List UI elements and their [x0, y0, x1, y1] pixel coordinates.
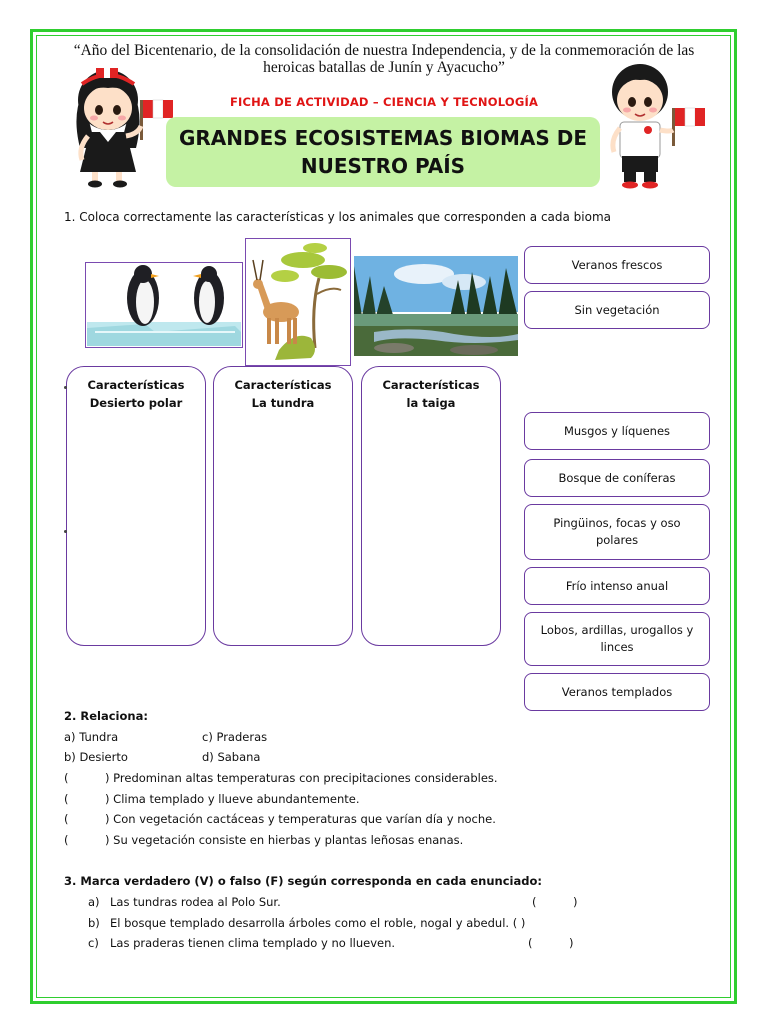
relate-item: ( ) Con vegetación cactáceas y temperaturas que varían día y noche. — [64, 812, 496, 826]
girl-with-flag-illustration — [52, 56, 180, 188]
tf-item-text: Las tundras rodea al Polo Sur. — [110, 895, 281, 909]
option-card[interactable]: Pingüinos, focas y oso polares — [524, 504, 710, 560]
characteristics-box-tundra[interactable] — [213, 366, 353, 646]
option-card[interactable]: Bosque de coníferas — [524, 459, 710, 497]
question-3-heading: 3. Marca verdadero (V) o falso (F) según corresponda en cada enunciado: — [64, 874, 542, 888]
relate-item: ( ) Clima templado y llueve abundantemente. — [64, 792, 360, 806]
option-card[interactable]: Frío intenso anual — [524, 567, 710, 605]
characteristics-box-polar-desert[interactable] — [66, 366, 206, 646]
box-heading: Características — [382, 378, 480, 392]
page-title: GRANDES ECOSISTEMAS BIOMAS DE NUESTRO PAÍS — [178, 126, 587, 178]
option-card[interactable]: Lobos, ardillas, urogallos y linces — [524, 612, 710, 666]
box-heading: Características — [234, 378, 332, 392]
tf-item-letter: c) — [88, 936, 99, 950]
title-banner — [166, 117, 600, 187]
tf-item-letter: a) — [88, 895, 100, 909]
deer-tree-image — [245, 238, 351, 366]
option-card[interactable]: Musgos y líquenes — [524, 412, 710, 450]
choice-b: b) Desierto — [64, 750, 128, 764]
penguins-image — [85, 262, 243, 348]
tf-item-text: Las praderas tienen clima templado y no llueven. — [110, 936, 396, 950]
box-biome-name: La tundra — [251, 396, 315, 410]
choice-a: a) Tundra — [64, 730, 119, 744]
worksheet-label: FICHA DE ACTIVIDAD – CIENCIA Y TECNOLOGÍA — [229, 95, 539, 109]
choice-d: d) Sabana — [202, 750, 261, 764]
tf-answer-blank[interactable]: ( ) — [528, 936, 574, 950]
characteristics-box-taiga[interactable] — [361, 366, 501, 646]
question-2-heading: 2. Relaciona: — [64, 709, 148, 723]
box-biome-name: la taiga — [406, 396, 456, 410]
question-1-prompt: 1. Coloca correctamente las características y los animales que corresponden a cada bioma — [64, 210, 612, 224]
tf-answer-blank[interactable]: ( ) — [532, 895, 578, 909]
tf-item-letter: b) — [88, 916, 100, 930]
relate-item: ( ) Predominan altas temperaturas con precipitaciones considerables. — [64, 771, 498, 785]
box-heading: Características — [87, 378, 185, 392]
box-biome-name: Desierto polar — [89, 396, 183, 410]
choice-c: c) Praderas — [202, 730, 268, 744]
option-card[interactable]: Sin vegetación — [524, 291, 710, 329]
option-card[interactable]: Veranos frescos — [524, 246, 710, 284]
option-card[interactable]: Veranos templados — [524, 673, 710, 711]
bullet-dot — [64, 386, 67, 389]
taiga-landscape-image — [354, 256, 518, 356]
year-motto: “Año del Bicentenario, de la consolidación de nuestra Independencia, y de la conmemoración de las heroicas batallas de Junín y Ayacucho” — [73, 42, 695, 76]
bullet-dot — [64, 530, 67, 533]
boy-with-flag-illustration — [590, 58, 718, 190]
tf-item-text: El bosque templado desarrolla árboles como el roble, nogal y abedul. ( ) — [110, 916, 526, 930]
relate-item: ( ) Su vegetación consiste en hierbas y plantas leñosas enanas. — [64, 833, 464, 847]
